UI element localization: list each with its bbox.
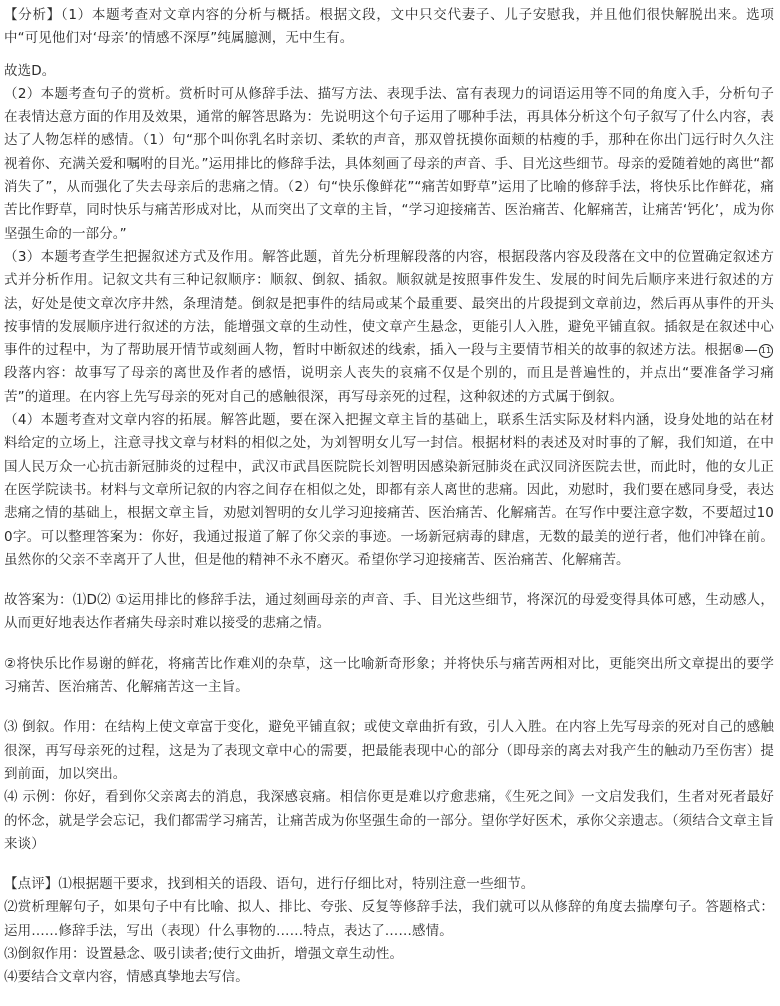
analysis-part-4: （4）本题考查对文章内容的拓展。解答此题，要在深入把握文章主旨的基础上，联系生活实际及材料内涵，设身处地的站在材料给定的立场上，注意寻找文章与材料的相似之处，为刘智明女儿写一封信。根据材料的表述及对时事的了解，我们知道，在中国人民万众一心抗击新冠肺炎的过程中，武汉市武昌医院院长刘智明因感染新冠肺炎在武汉同济医院去世，而此时，他的女儿正在医学院读书。材料与文章所记叙的内容之间存在相似之处，即都有亲人离世的悲痛。因此，劝慰时，我们要在感同身受，表达悲痛之情的基础上，根据文章主旨，劝慰刘智明的女儿学习迎接痛苦、医治痛苦、化解痛苦。在写作中要注意字数，不要超过100字。可以整理答案为：你好，我通过报道了解了你父亲的事迹。一场新冠病毒的肆虐，无数的最美的逆行者，他们冲锋在前。虽然你的父亲不幸离开了人世，但是他的精神不永不磨灭。希望你学习迎接痛苦、医治痛苦、化解痛苦。	[4, 412, 774, 568]
answer-part-1: 故答案为：⑴D⑵ ①运用排比的修辞手法，通过刻画母亲的声音、手、目光这些细节，将深沉的母爱变得具体可感，生动感人，从而更好地表达作者痛失母亲时难以接受的悲痛之情。	[4, 592, 774, 632]
analysis-part-1-answer: 故选D。	[4, 62, 56, 79]
circled-number-11: 11	[759, 344, 773, 358]
answer-part-3: ⑶ 倒叙。作用：在结构上使文章富于变化，避免平铺直叙；或使文章曲折有致，引人入胜。在内容上先写母亲的死对自己的感触很深，再写母亲死的过程，这是为了表现文章中心的需要，把最能表现中心的部分（即母亲的离去对我产生的触动乃至伤害）提到前面，加以突出。	[4, 719, 774, 782]
comment-point-2: ⑵赏析理解句子，如果句子中有比喻、拟人、排比、夸张、反复等修辞手法，我们就可以从修辞的角度去揣摩句子。答题格式：运用……修辞手法，写出（表现）什么事物的……特点，表达了……感情。	[4, 899, 774, 939]
answer-part-4: ⑷ 示例：你好，看到你父亲离去的消息，我深感哀痛。相信你更是难以疗愈悲痛，《生死之间》一文启发我们，生者对死者最好的怀念，就是学会忘记，我们都需学习痛苦，让痛苦成为你坚强生命的一部分。望你学好医术，承你父亲遗志。（须结合文章主旨来谈）	[4, 789, 774, 852]
comment-point-4: ⑷要结合文章内容，情感真挚地去写信。	[4, 969, 249, 986]
analysis-part-3-text-a: （3）本题考查学生把握叙述方式及作用。解答此题，首先分析理解段落的内容，根据段落内容及段落在文中的位置确定叙述方式并分析作用。记叙文共有三种记叙顺序：顺叙、倒叙、插叙。顺叙就是按照事件发生、发展的时间先后顺序来进行叙述的方法，好处是使文章次序井然，条理清楚。倒叙是把事件的结局或某个最重要、最突出的片段提到文章前边，然后再从事件的开头按事情的发展顺序进行叙述的方法，能增强文章的生动性，使文章产生悬念，更能引人入胜，避免平铺直叙。插叙是在叙述中心事件的过程中，为了帮助展开情节或刻画人物，暂时中断叙述的线索，插入一段与主要情节相关的故事的叙述方法。根据⑧—	[4, 248, 774, 359]
answer-part-2: ②将快乐比作易谢的鲜花，将痛苦比作难刈的杂草，这一比喻新奇形象；并将快乐与痛苦两相对比，更能突出所文章提出的要学习痛苦、医治痛苦、化解痛苦这一主旨。	[4, 655, 774, 696]
analysis-part-3-text-b: 段落内容：故事写了母亲的离世及作者的感悟，说明亲人丧失的哀痛不仅是个别的，而且是普遍性的，并点出“要准备学习痛苦”的道理。在内容上先写母亲的死对自己的感触很深，再写母亲死的过程，这种叙述的方式属于倒叙。	[4, 365, 774, 405]
comment-point-3: ⑶倒叙作用：设置悬念、吸引读者;使行文曲折，增强文章生动性。	[4, 945, 404, 962]
analysis-part-1: 【分析】（1）本题考查对文章内容的分析与概括。根据文段，文中只交代妻子、儿子安慰我，并且他们很快解脱出来。选项中“可见他们对‘母亲’的情感不深厚”纯属臆测，无中生有。	[4, 7, 774, 47]
analysis-part-3	[4, 246, 774, 409]
analysis-part-2: （2）本题考查句子的赏析。赏析时可从修辞手法、描写方法、表现手法、富有表现力的词语运用等不同的角度入手，分析句子在表情达意方面的作用及效果，通常的解答思路为：先说明这个句子运用了哪种手法，再具体分析这个句子叙写了什么内容，表达了人物怎样的感情。（1）句“那个叫你乳名时亲切、柔软的声音，那双曾抚摸你面颊的枯瘦的手，那种在你出门远行时久久注视着你、充满关爱和嘱咐的目光。”运用排比的修辞手法，具体刻画了母亲的声音、手、目光这些细节。母亲的爱随着她的离世“都消失了”，从而强化了失去母亲后的悲痛之情。（2）句“快乐像鲜花”“痛苦如野草”运用了比喻的修辞手法，将快乐比作鲜花，痛苦比作野草，同时快乐与痛苦形成对比，从而突出了文章的主旨，“学习迎接痛苦、医治痛苦、化解痛苦，让痛苦‘钙化’，成为你坚强生命的一部分。”	[4, 85, 774, 242]
comment-heading-point-1: 【点评】⑴根据题干要求，找到相关的语段、语句，进行仔细比对，特别注意一些细节。	[4, 876, 535, 893]
